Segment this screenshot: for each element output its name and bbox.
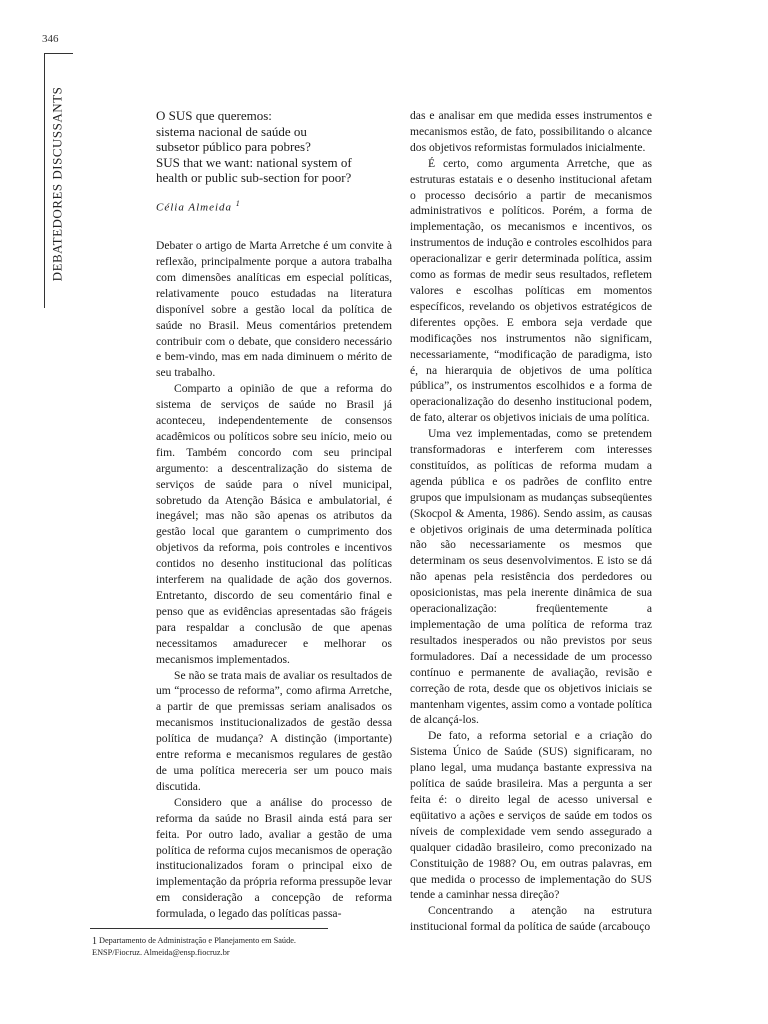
footnote bbox=[92, 935, 342, 958]
article-title-line: health or public sub-section for poor? bbox=[156, 170, 352, 185]
author-note-marker: 1 bbox=[235, 198, 241, 208]
body-paragraph: Uma vez implementadas, como se pretendem transformadoras e interferem com interesses constituídos, as políticas de reforma mudam a agenda pública e os padrões de conflito entre grupos que impulsionam as mudanças subseqüentes (Skocpol & Amenta, 1986). Sendo assim, as causas e objetivos originais de uma determinada política não são necessariamente os mesmos que determinam os seus desenvolvimentos. E isto se dá não apenas pela resistência dos perdedores ou oposicionistas, mas pela inerente dinâmica de sua operacionalização: freqüentemente a implementação de uma política de reforma traz resultados inesperados ou não previstos por seus formuladores. Daí a necessidade de um processo contínuo e permanente de avaliação, revisão e correção de rota, desde que os objetivos iniciais se mantenham vigentes, assim como a vontade política de alcançá-los. bbox=[410, 427, 652, 727]
section-label-text: DEBATEDORES DISCUSSANTS bbox=[49, 86, 64, 282]
footnote-rule bbox=[90, 928, 328, 929]
page-number: 346 bbox=[42, 33, 59, 45]
footnote-text: Departamento de Administração e Planejamento em Saúde. ENSP/Fiocruz. Almeida@ensp.fiocruz.br bbox=[92, 936, 296, 957]
right-column bbox=[410, 108, 652, 935]
body-paragraph: Concentrando a atenção na estrutura institucional formal da política de saúde (arcabouço bbox=[410, 904, 652, 934]
author-name bbox=[156, 196, 392, 217]
author-name-text: Célia Almeida bbox=[156, 201, 233, 214]
body-paragraph: Considero que a análise do processo de reforma da saúde no Brasil ainda está para ser feita. Por outro lado, avaliar a gestão de uma política de reforma cujos mecanismos de operação institucionalizados foram o principal eixo de implementação da própria reforma pressupõe levar em consideração a concepção de reforma formulada, o legado das políticas passa- bbox=[156, 795, 392, 921]
section-rule-vertical bbox=[44, 53, 45, 308]
body-paragraph: das e analisar em que medida esses instrumentos e mecanismos estão, de fato, possibilitando o alcance dos objetivos reformistas formulados inicialmente. bbox=[410, 109, 652, 154]
footnote-marker: 1 bbox=[92, 936, 97, 947]
article-title-line: subsetor público para pobres? bbox=[156, 139, 311, 154]
body-paragraph: Comparto a opinião de que a reforma do sistema de serviços de saúde no Brasil já aconteceu, independentemente de consensos acadêmicos ou políticos sobre seu início, meio ou fim. Também concordo com seu principal argumento: a descentralização do sistema de serviços de saúde para o nível municipal, sobretudo da Atenção Básica e ambulatorial, é inegável; mas não são apenas os atributos da gestão local que garantem o cumprimento dos objetivos da reforma, pois controles e incentivos contidos no desenho institucional das políticas interferem na qualidade de ação dos governos. Entretanto, discordo de seu comentário final e penso que as evidências apresentadas são frágeis para respaldar a conclusão de que apenas necessitamos amadurecer e melhorar os mecanismos implementados. bbox=[156, 382, 392, 666]
body-paragraph: Debater o artigo de Marta Arretche é um convite à reflexão, principalmente porque a autora trabalha com dimensões analíticas em especial políticas, relativamente pouco estudadas na literatura disponível sobre a gestão local da política de saúde no Brasil. Meus comentários pretendem contribuir com o debate, que considero necessário e bem-vindo, mas em nada diminuem o mérito de seu trabalho. bbox=[156, 239, 392, 380]
article-title bbox=[156, 108, 392, 186]
section-label bbox=[47, 64, 67, 304]
body-paragraph: É certo, como argumenta Arretche, que as estruturas estatais e o desenho institucional afetam o processo decisório a partir de mecanismos administrativos e políticos. Porém, a forma de implementação, os mecanismos e incentivos, os instrumentos de indução e controles escolhidos para operacionalizar e gerir determinada política, assim como as formas de medir seus resultados, refletem valores e escolhas políticas em momentos específicos, revelando os objetivos estratégicos de diferentes opções. E embora seja verdade que modificações nos instrumentos não significam, necessariamente, “modificação de paradigma, isto é, na hierarquia de objetivos de uma política pública”, os instrumentos escolhidos e a forma de operacionalização do desenho institucional podem, de fato, alterar os objetivos iniciais de uma política. bbox=[410, 156, 652, 425]
article-title-line: O SUS que queremos: bbox=[156, 108, 272, 123]
body-paragraph: Se não se trata mais de avaliar os resultados de um “processo de reforma”, como afirma Arretche, a partir de que premissas seriam analisados os mecanismos institucionalizados de gestão dessa política de mudança? A distinção (importante) entre reforma e mecanismos regulares de gestão de uma política mereceria ser um pouco mais discutida. bbox=[156, 668, 392, 793]
body-paragraph: De fato, a reforma setorial e a criação do Sistema Único de Saúde (SUS) significaram, no plano legal, uma mudança bastante expressiva na política de saúde brasileira. Mas a pergunta a ser feita é: o direito legal de acesso universal e eqüitativo a ações e serviços de saúde em todos os níveis de complexidade vem sendo assegurado a qualquer cidadão brasileiro, como preconizado na Constituição de 1988? Ou, em outras palavras, em que medida o processo de implementação do SUS tende a caminhar nessa direção? bbox=[410, 729, 652, 902]
article-title-line: sistema nacional de saúde ou bbox=[156, 123, 307, 139]
article-title-line: SUS that we want: national system of bbox=[156, 154, 352, 170]
left-column bbox=[156, 108, 392, 922]
section-rule-horizontal bbox=[44, 53, 73, 54]
